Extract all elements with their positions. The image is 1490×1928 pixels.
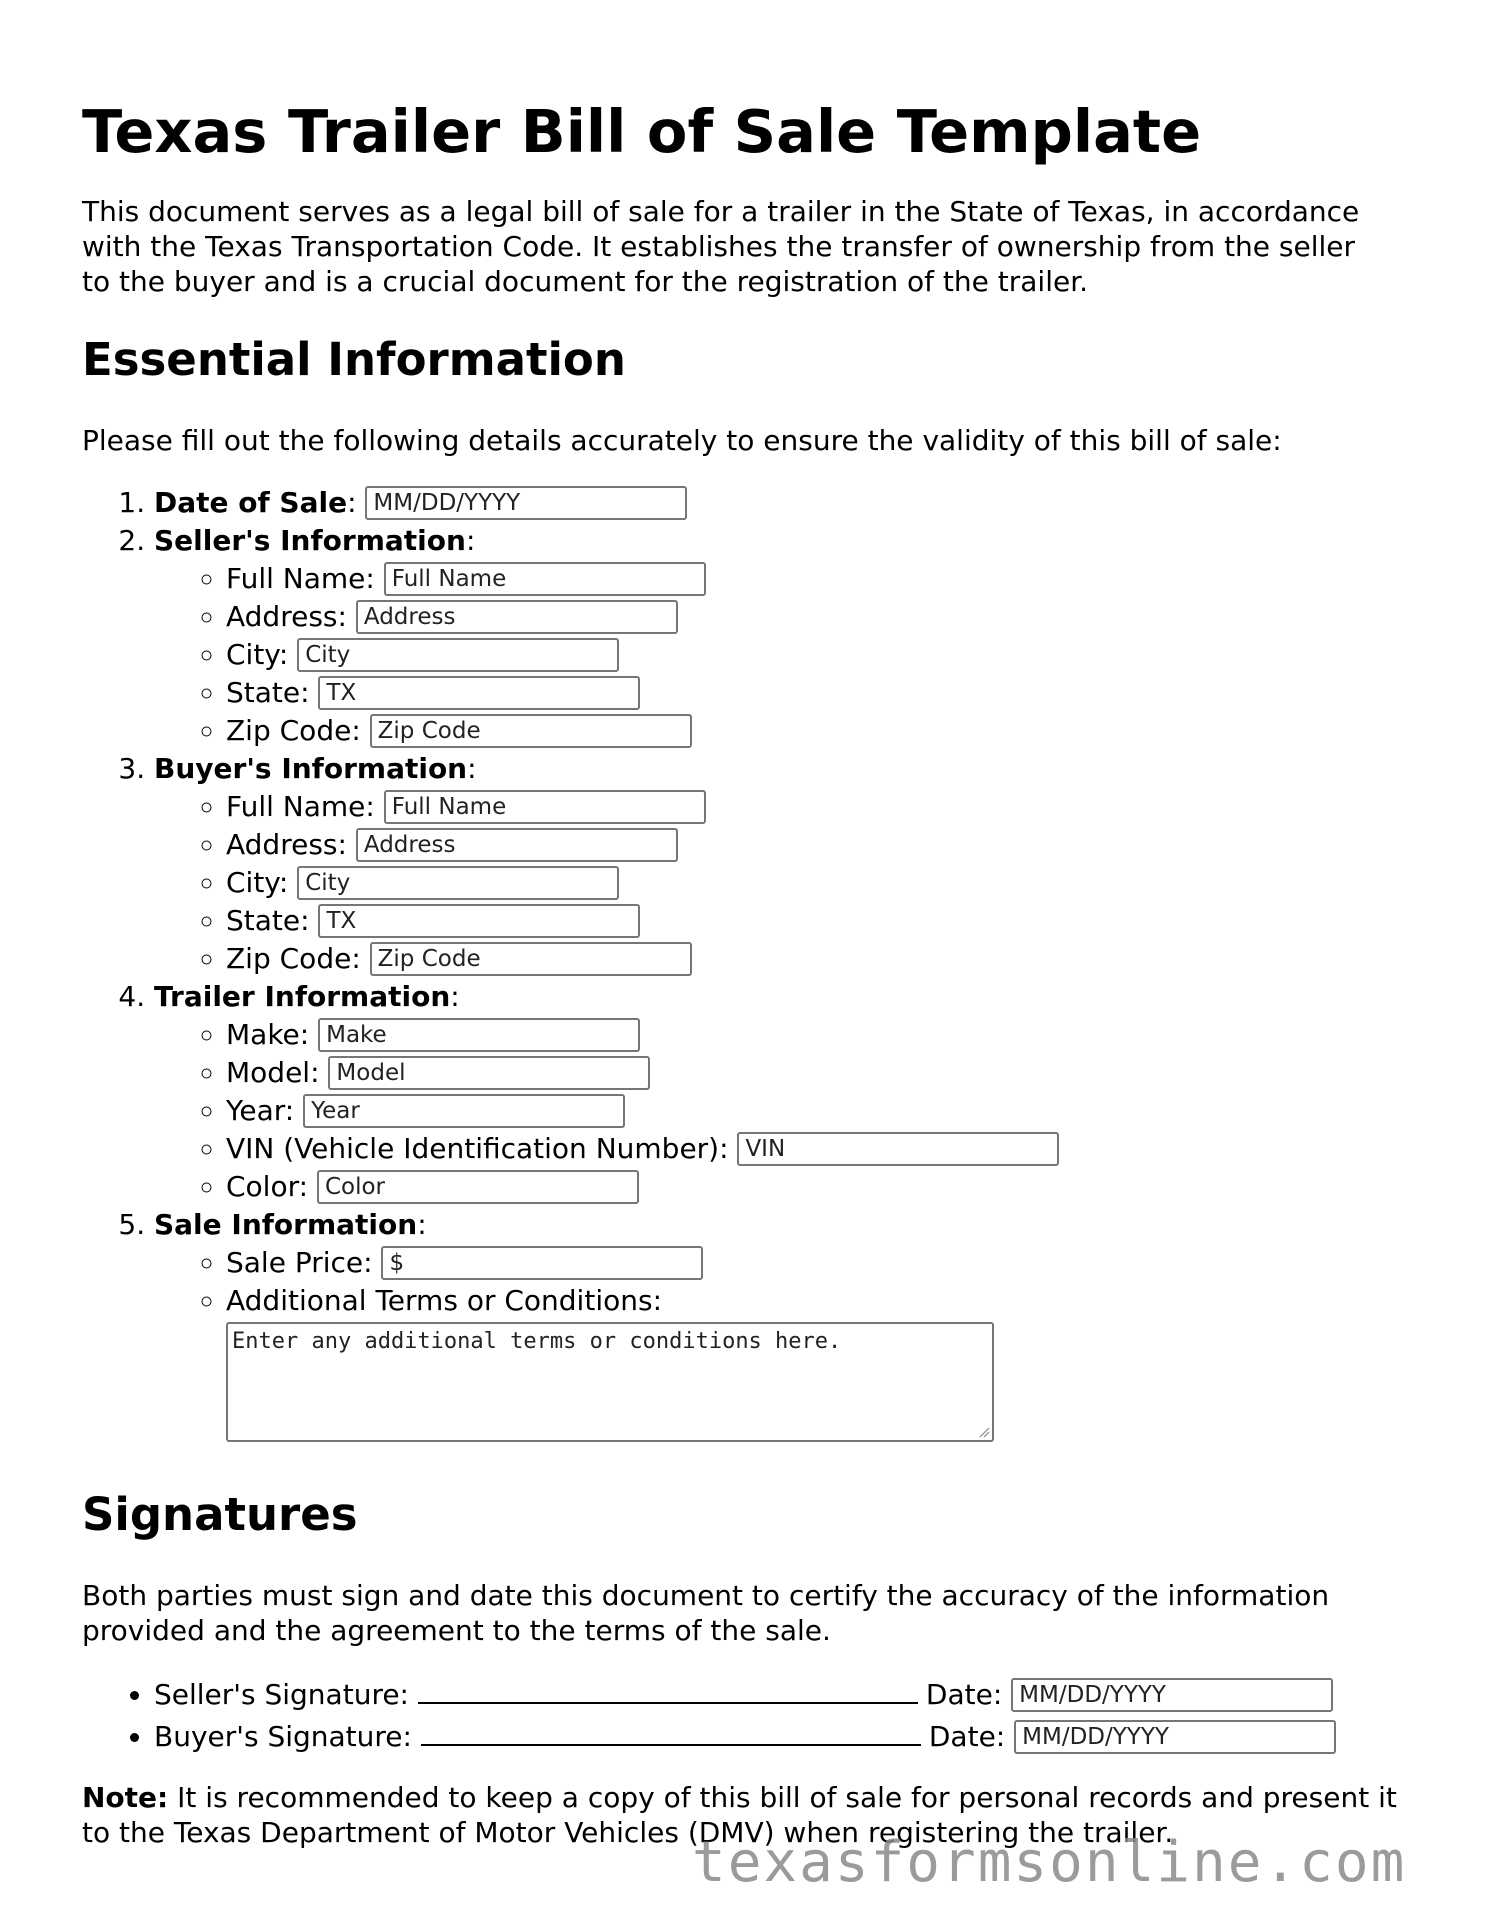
buyer-city-label: City:: [226, 866, 289, 899]
seller-city-label: City:: [226, 638, 289, 671]
buyer-date-input[interactable]: MM/DD/YYYY: [1014, 1720, 1336, 1754]
buyer-date-label: Date:: [928, 1720, 1006, 1753]
buyer-zip-item: [226, 940, 1412, 978]
sale-fields: [154, 1244, 1412, 1442]
seller-full-name-item: [226, 560, 1412, 598]
buyer-signature-label: Buyer's Signature:: [154, 1720, 412, 1753]
note-text: It is recommended to keep a copy of this bill of sale for personal records and present it to the Texas Department of Motor Vehicles (DMV) when registering the trailer.: [82, 1781, 1397, 1849]
date-of-sale-item: 1. Date of Sale: MM/DD/YYYY: [154, 484, 1412, 522]
trailer-make-input[interactable]: Make: [318, 1018, 640, 1052]
trailer-info-item: 4. Trailer Information: ◦ Make: Make ◦ Model: Model ◦ Year: Year ◦ VIN (Vehicle Identification Number): VIN ◦ Color: Color: [154, 978, 1412, 1206]
seller-info-label: Seller's Information: [154, 524, 466, 557]
trailer-year-input[interactable]: Year: [303, 1094, 625, 1128]
buyer-zip-input[interactable]: Zip Code: [370, 942, 692, 976]
note-label: Note:: [82, 1781, 169, 1814]
seller-info-item: 2. Seller's Information: ◦ Full Name: Full Name ◦ Address: Address ◦ City: City ◦ State: TX ◦ Zip Code: Zip Code: [154, 522, 1412, 750]
buyer-info-item: 3. Buyer's Information: ◦ Full Name: Full Name ◦ Address: Address ◦ City: City ◦ State: TX ◦ Zip Code: Zip Code: [154, 750, 1412, 978]
signature-list: [82, 1672, 1412, 1756]
date-of-sale-input[interactable]: MM/DD/YYYY: [365, 486, 687, 520]
buyer-zip-label: Zip Code:: [226, 942, 361, 975]
additional-terms-label: Additional Terms or Conditions:: [226, 1284, 662, 1317]
seller-zip-item: [226, 712, 1412, 750]
trailer-make-label: Make:: [226, 1018, 310, 1051]
seller-date-input[interactable]: MM/DD/YYYY: [1011, 1678, 1333, 1712]
intro-paragraph: This document serves as a legal bill of sale for a trailer in the State of Texas, in accordance with the Texas Transportation Code. It establishes the transfer of ownership from the seller to the buyer and is a crucial document for the registration of the trailer.: [82, 195, 1360, 298]
signatures-instruction: Both parties must sign and date this document to certify the accuracy of the information provided and the agreement to the terms of the sale.: [82, 1579, 1330, 1647]
seller-date-label: Date:: [925, 1678, 1003, 1711]
trailer-vin-input[interactable]: VIN: [737, 1132, 1059, 1166]
buyer-signature-item: [154, 1714, 1412, 1756]
details-list: [82, 484, 1412, 1442]
trailer-fields: [154, 1016, 1412, 1206]
buyer-address-label: Address:: [226, 828, 347, 861]
buyer-address-input[interactable]: Address: [356, 828, 678, 862]
trailer-color-label: Color:: [226, 1170, 309, 1203]
buyer-address-item: [226, 826, 1412, 864]
trailer-year-item: [226, 1092, 1412, 1130]
additional-terms-placeholder: Enter any additional terms or conditions here.: [232, 1329, 842, 1354]
buyer-full-name-item: [226, 788, 1412, 826]
page-title: Texas Trailer Bill of Sale Template: [82, 97, 1202, 166]
seller-city-input[interactable]: City: [297, 638, 619, 672]
trailer-color-input[interactable]: Color: [317, 1170, 639, 1204]
buyer-full-name-input[interactable]: Full Name: [384, 790, 706, 824]
date-of-sale-label: Date of Sale: [154, 486, 348, 519]
trailer-info-label: Trailer Information: [154, 980, 451, 1013]
seller-state-input[interactable]: TX: [318, 676, 640, 710]
buyer-signature-line[interactable]: [421, 1714, 921, 1746]
buyer-info-label: Buyer's Information: [154, 752, 468, 785]
seller-signature-label: Seller's Signature:: [154, 1678, 409, 1711]
trailer-make-item: [226, 1016, 1412, 1054]
trailer-year-label: Year:: [226, 1094, 295, 1127]
trailer-color-item: [226, 1168, 1412, 1206]
buyer-state-label: State:: [226, 904, 310, 937]
essential-heading: Essential Information: [82, 333, 626, 386]
trailer-model-item: [226, 1054, 1412, 1092]
buyer-state-input[interactable]: TX: [318, 904, 640, 938]
seller-signature-item: [154, 1672, 1412, 1714]
seller-address-input[interactable]: Address: [356, 600, 678, 634]
buyer-full-name-label: Full Name:: [226, 790, 375, 823]
seller-address-label: Address:: [226, 600, 347, 633]
additional-terms-textarea[interactable]: [226, 1322, 994, 1442]
watermark: texasformsonline.com: [692, 1830, 1407, 1895]
seller-full-name-label: Full Name:: [226, 562, 375, 595]
document: [82, 96, 1412, 1850]
trailer-vin-label: VIN (Vehicle Identification Number):: [226, 1132, 729, 1165]
buyer-city-item: [226, 864, 1412, 902]
sale-info-label: Sale Information: [154, 1208, 418, 1241]
essential-instruction: Please fill out the following details accurately to ensure the validity of this bill of sale:: [82, 424, 1282, 457]
resize-grip-icon[interactable]: [978, 1426, 990, 1438]
signatures-heading: Signatures: [82, 1488, 358, 1541]
sale-price-item: [226, 1244, 1412, 1282]
seller-signature-line[interactable]: [418, 1672, 918, 1704]
trailer-model-input[interactable]: Model: [328, 1056, 650, 1090]
buyer-city-input[interactable]: City: [297, 866, 619, 900]
seller-city-item: [226, 636, 1412, 674]
buyer-state-item: [226, 902, 1412, 940]
seller-state-item: [226, 674, 1412, 712]
additional-terms-item: [226, 1282, 1412, 1442]
seller-zip-label: Zip Code:: [226, 714, 361, 747]
seller-state-label: State:: [226, 676, 310, 709]
seller-fields: [154, 560, 1412, 750]
trailer-model-label: Model:: [226, 1056, 320, 1089]
seller-full-name-input[interactable]: Full Name: [384, 562, 706, 596]
trailer-vin-item: [226, 1130, 1412, 1168]
sale-price-input[interactable]: $: [381, 1246, 703, 1280]
sale-info-item: 5. Sale Information: ◦ Sale Price: $ ◦ Additional Terms or Conditions: Enter any additional terms or conditions here.: [154, 1206, 1412, 1442]
seller-zip-input[interactable]: Zip Code: [370, 714, 692, 748]
sale-price-label: Sale Price:: [226, 1246, 373, 1279]
buyer-fields: [154, 788, 1412, 978]
seller-address-item: [226, 598, 1412, 636]
